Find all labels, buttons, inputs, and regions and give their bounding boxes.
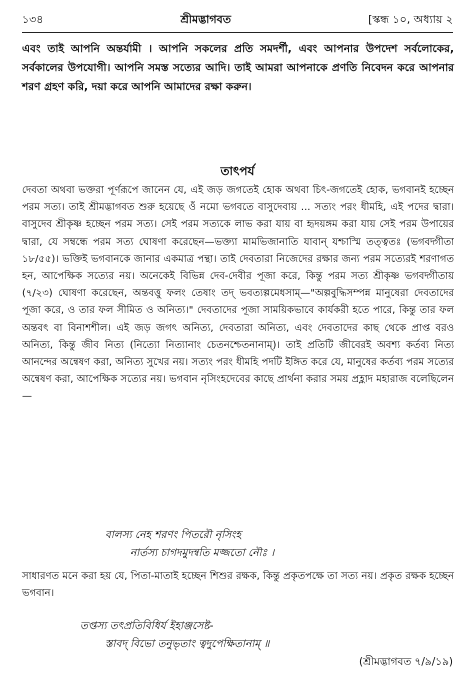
- quoted-verse-2: [0, 617, 475, 653]
- translation-paragraph: এবং তাই আপনি অন্তর্যামী । আপনি সকলের প্রতি সমদর্শী, এবং আপনার উপদেশ সর্বলোকের, সর্বকালের উপযোগী। আপনি সমস্ত সত্যের আদি। তাই আমরা আপনাকে প্রণতি নিবেদন করে আপনার শরণ গ্রহণ করি, দয়া করে আপনি আমাদের রক্ষা করুন।: [22, 43, 454, 93]
- quoted-verse-1: [0, 526, 475, 562]
- verse-2-line-2: স্তাবদ্ বিভো তনুভৃতাং ত্বদুপেক্ষিতানাম্ ॥: [105, 638, 270, 650]
- purport-paragraph-1: দেবতা অথবা ভক্তরা পূর্ণরূপে জানেন যে, এই জড় জগতেই হোক অথবা চিৎ-জগতেই হোক, ভগবানই হচ্ছেন পরম সত্য। তাই শ্রীমদ্ভাগবত শুরু হয়েছে ওঁ নমো ভগবতে বাসুদেবায় ... সত্যং পরং ধীমহি, এই পদের দ্বারা। বাসুদেব শ্রীকৃষ্ণ হচ্ছেন পরম সত্য। সেই পরম সত্যকে লাভ করা যায় বা হৃদয়ঙ্গম করা যায় সেই পরম উপায়ের দ্বারা, যে সম্বন্ধে পরম সত্য ঘোষণা করেছেন—ভক্ত্যা মামভিজানাতি যাবান্ যশ্চাস্মি তত্ত্বতঃ (ভগবদ্গীতা ১৮/৫৫)। ভক্তিই ভগবানকে জানার একমাত্র পন্থা। তাই দেবতারা নিজেদের রক্ষার জন্য পরম সত্যেরই শরণাগত হন, আপেক্ষিক সত্যের নয়। অনেকেই বিভিন্ন দেব-দেবীর পূজা করে, কিন্তু পরম সত্য শ্রীকৃষ্ণ ভগবদ্গীতায় (৭/২৩) ঘোষণা করেছেন, অন্তবত্তু ফলং তেষাং তদ্ ভবত্যল্পমেধসাম্—"অল্পবুদ্ধিসম্পন্ন মানুষেরা দেবতাদের পূজা করে, ও তার ফল সীমিত ও অনিত্য।" দেবতাদের পূজা সাময়িকভাবে কার্যকরী হতে পারে, কিন্তু তার ফল অন্তবৎ বা বিনাশশীল। এই জড় জগৎ অনিত্য, দেবতারা অনিত্য, এবং দেবতাদের কাছ থেকে প্রাপ্ত বরও অনিত্য, কিন্তু জীব নিত্য (নিত্যো নিত্যানাং চেতনশ্চেতনানাম্)। তাই প্রতিটি জীবেরই অবশ্য কর্তব্য নিত্য আনন্দের অন্বেষণ করা, অনিত্য সুখের নয়। সত্যং পরং ধীমহি পদটি ইঙ্গিত করে যে, মানুষের কর্তব্য পরম সত্যের অন্বেষণ করা, আপেক্ষিক সত্যের নয়। ভগবান নৃসিংহদেবের কাছে প্রার্থনা করার সময় প্রহ্লাদ মহারাজ বলেছিলেন—: [22, 185, 454, 403]
- verse-2-line-1: তপ্তস্য তৎপ্রতিবিধির্য ইহাঞ্জসেষ্ট-: [80, 620, 214, 632]
- purport-heading: তাৎপর্য: [220, 164, 255, 178]
- page-number: ১৩৪: [22, 12, 44, 26]
- verse-reference: (শ্রীমদ্ভাগবত ৭/৯/১৯): [358, 656, 453, 668]
- verse-1-line-2: নার্তস্য চাগদমুদন্বতি মজ্জতো নৌঃ ।: [130, 547, 275, 559]
- chapter-reference: [স্কন্ধ ১০, অধ্যায় ২: [368, 12, 453, 26]
- book-title: শ্রীমদ্ভাগবত: [180, 12, 231, 26]
- verse-1-line-1: বালস্য নেহ শরণং পিতরৌ নৃসিংহ: [105, 529, 242, 541]
- purport-paragraph-2: সাধারণত মনে করা হয় যে, পিতা-মাতাই হচ্ছেন শিশুর রক্ষক, কিন্তু প্রকৃতপক্ষে তা সত্য নয়। প্রকৃত রক্ষক হচ্ছেন ভগবান।: [22, 571, 454, 600]
- header-divider: [22, 32, 453, 33]
- page-header: [22, 10, 453, 30]
